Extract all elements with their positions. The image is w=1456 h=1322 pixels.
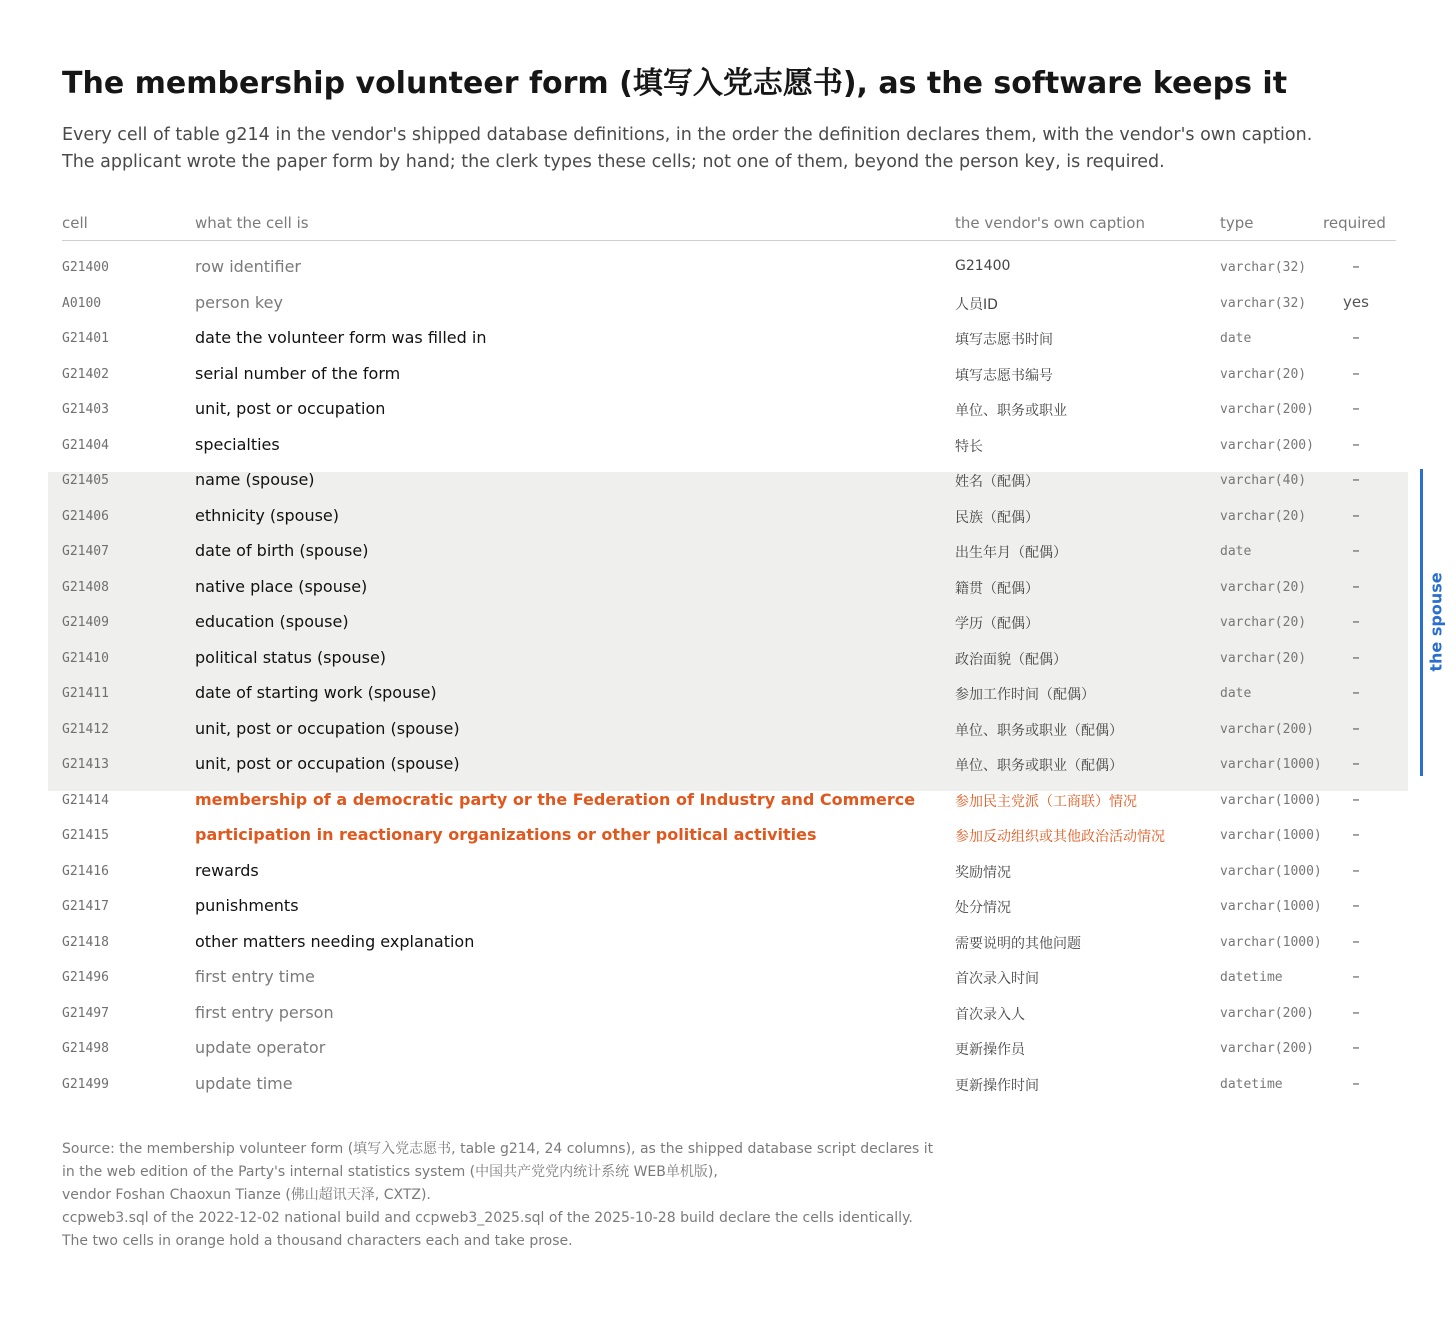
cell-id: G21402	[62, 366, 109, 382]
cell-required: –	[1352, 612, 1360, 630]
cell-required: –	[1352, 825, 1360, 843]
header-cell: cell	[62, 214, 88, 232]
cell-id: G21415	[62, 828, 109, 843]
cell-type: date	[1220, 686, 1252, 701]
cell-type: varchar(1000)	[1220, 899, 1322, 914]
cell-caption: 参加民主党派（工商联）情况	[955, 793, 1137, 810]
cell-type: varchar(200)	[1220, 402, 1314, 417]
table-row	[62, 960, 1396, 996]
table-header	[62, 208, 1396, 241]
page-title: The membership volunteer form (填写入党志愿书), as the software keeps it	[62, 66, 1288, 101]
cell-required: –	[1352, 967, 1360, 985]
cell-caption: 特长	[955, 438, 983, 455]
table-row	[62, 499, 1396, 535]
cell-id: G21400	[62, 260, 109, 275]
cell-description: name (spouse)	[195, 470, 315, 489]
cell-required: –	[1352, 399, 1360, 417]
cell-description: date of starting work (spouse)	[195, 683, 437, 702]
cell-id: A0100	[62, 295, 102, 311]
cell-caption: 更新操作员	[955, 1042, 1025, 1058]
cell-description: participation in reactionary organizations or other political activities	[195, 825, 817, 844]
cell-description: education (spouse)	[195, 612, 349, 631]
cell-description: serial number of the form	[195, 363, 401, 383]
cells-table	[62, 208, 1396, 1102]
cell-description: first entry person	[195, 1002, 334, 1022]
cell-required: –	[1352, 789, 1360, 808]
table-row	[62, 641, 1396, 677]
cell-description: rewards	[195, 860, 259, 880]
table-row	[62, 1067, 1396, 1103]
cell-type: varchar(200)	[1220, 437, 1314, 453]
cell-caption: 填写志愿书编号	[955, 367, 1053, 384]
spouse-bracket-label: the spouse	[1426, 572, 1446, 672]
cell-description: unit, post or occupation	[195, 399, 386, 418]
cell-description: first entry time	[195, 967, 315, 986]
cell-type: varchar(20)	[1220, 366, 1307, 382]
cell-caption: 参加工作时间（配偶）	[955, 687, 1095, 703]
cell-description: punishments	[195, 896, 299, 915]
cell-caption: G21400	[955, 258, 1011, 274]
table-row	[62, 854, 1396, 890]
cell-id: G21407	[62, 544, 109, 559]
cell-type: varchar(20)	[1220, 650, 1307, 666]
header-caption: the vendor's own caption	[955, 214, 1145, 232]
page-subtitle	[62, 122, 1312, 176]
cell-description: specialties	[195, 434, 280, 454]
table-row	[62, 889, 1396, 925]
table-row	[62, 357, 1396, 393]
source-note	[62, 1138, 933, 1253]
cell-type: date	[1220, 544, 1252, 559]
cell-required: –	[1352, 257, 1360, 275]
header-description: what the cell is	[195, 214, 309, 232]
cell-type: varchar(32)	[1220, 295, 1307, 311]
cell-required: –	[1352, 718, 1360, 737]
cell-description: political status (spouse)	[195, 647, 387, 667]
cell-id: G21497	[62, 1005, 109, 1021]
cell-caption: 人员ID	[955, 296, 998, 313]
cell-id: G21498	[62, 1041, 109, 1056]
cell-required: yes	[1343, 292, 1369, 311]
cell-description: date of birth (spouse)	[195, 541, 369, 560]
table-row	[62, 783, 1396, 819]
cell-caption: 姓名（配偶）	[955, 474, 1039, 490]
table-row	[62, 996, 1396, 1032]
table-row	[62, 428, 1396, 464]
cell-required: –	[1352, 683, 1360, 701]
cell-caption: 处分情况	[955, 900, 1011, 916]
cell-required: –	[1352, 541, 1360, 559]
cell-type: varchar(1000)	[1220, 828, 1322, 843]
cell-id: G21401	[62, 331, 109, 346]
cell-type: varchar(40)	[1220, 473, 1307, 488]
table-row	[62, 605, 1396, 641]
table-row	[62, 250, 1396, 286]
subtitle-line: The applicant wrote the paper form by hand; the clerk types these cells; not one of them, beyond the person key, is required.	[62, 152, 1165, 172]
cell-required: –	[1352, 896, 1360, 914]
cell-caption: 首次录入人	[955, 1006, 1025, 1023]
cell-id: G21416	[62, 863, 109, 879]
table-row	[62, 321, 1396, 357]
header-required: required	[1323, 214, 1386, 232]
cell-type: varchar(20)	[1220, 579, 1307, 595]
table-body	[62, 250, 1396, 1102]
cell-required: –	[1352, 1038, 1360, 1056]
cell-caption: 单位、职务或职业（配偶）	[955, 758, 1123, 774]
cell-id: G21410	[62, 650, 109, 666]
cell-type: varchar(1000)	[1220, 863, 1322, 879]
cell-id: G21409	[62, 615, 109, 630]
cell-type: varchar(1000)	[1220, 934, 1322, 950]
cell-type: varchar(200)	[1220, 1005, 1314, 1021]
cell-id: G21406	[62, 508, 109, 524]
table-row	[62, 676, 1396, 712]
table-row	[62, 392, 1396, 428]
cell-id: G21412	[62, 721, 109, 737]
cell-caption: 出生年月（配偶）	[955, 545, 1067, 561]
cell-type: datetime	[1220, 970, 1283, 985]
source-line: The two cells in orange hold a thousand characters each and take prose.	[62, 1233, 573, 1249]
cell-description: update time	[195, 1073, 293, 1093]
table-row	[62, 925, 1396, 961]
cell-id: G21403	[62, 402, 109, 417]
cell-id: G21408	[62, 579, 109, 595]
table-row	[62, 712, 1396, 748]
cell-required: –	[1352, 363, 1360, 382]
cell-id: G21417	[62, 899, 109, 914]
cell-type: date	[1220, 331, 1252, 346]
cell-type: varchar(32)	[1220, 260, 1307, 275]
cell-type: varchar(1000)	[1220, 792, 1322, 808]
cell-required: –	[1352, 647, 1360, 666]
cell-required: –	[1352, 860, 1360, 879]
cell-type: varchar(20)	[1220, 508, 1307, 524]
table-row	[62, 570, 1396, 606]
cell-caption: 首次录入时间	[955, 971, 1039, 987]
source-line: in the web edition of the Party's internal statistics system (中国共产党党内统计系统 WEB单机版),	[62, 1164, 718, 1180]
cell-caption: 政治面貌（配偶）	[955, 651, 1067, 668]
cell-type: varchar(200)	[1220, 1041, 1314, 1056]
source-line: ccpweb3.sql of the 2022-12-02 national build and ccpweb3_2025.sql of the 2025-10-28 build declare the cells identically.	[62, 1210, 913, 1226]
cell-id: G21411	[62, 686, 109, 701]
cell-description: unit, post or occupation (spouse)	[195, 754, 460, 773]
source-line: vendor Foshan Chaoxun Tianze (佛山超讯天泽, CXTZ).	[62, 1187, 431, 1203]
cell-caption: 需要说明的其他问题	[955, 935, 1081, 952]
cell-id: G21413	[62, 757, 109, 772]
cell-type: varchar(1000)	[1220, 757, 1322, 772]
cell-id: G21404	[62, 437, 109, 453]
cell-required: –	[1352, 754, 1360, 772]
cell-description: row identifier	[195, 257, 301, 276]
cell-caption: 单位、职务或职业	[955, 403, 1067, 419]
cell-caption: 更新操作时间	[955, 1077, 1039, 1094]
table-row	[62, 747, 1396, 783]
cell-caption: 单位、职务或职业（配偶）	[955, 722, 1123, 739]
cell-id: G21418	[62, 934, 109, 950]
cell-description: update operator	[195, 1038, 326, 1057]
cell-caption: 学历（配偶）	[955, 616, 1039, 632]
cell-description: person key	[195, 292, 283, 312]
cell-required: –	[1352, 576, 1360, 595]
cell-description: unit, post or occupation (spouse)	[195, 718, 460, 738]
cell-required: –	[1352, 1002, 1360, 1021]
cell-type: varchar(20)	[1220, 615, 1307, 630]
cell-type: datetime	[1220, 1076, 1283, 1092]
cell-description: membership of a democratic party or the Federation of Industry and Commerce	[195, 789, 916, 809]
cell-caption: 奖励情况	[955, 864, 1011, 881]
table-row	[62, 534, 1396, 570]
header-type: type	[1220, 214, 1254, 232]
cell-description: date the volunteer form was filled in	[195, 328, 487, 347]
cell-caption: 籍贯（配偶）	[955, 580, 1039, 597]
cell-description: ethnicity (spouse)	[195, 505, 339, 525]
cell-required: –	[1352, 328, 1360, 346]
cell-caption: 参加反动组织或其他政治活动情况	[955, 829, 1165, 845]
cell-description: native place (spouse)	[195, 576, 368, 596]
cell-required: –	[1352, 1073, 1360, 1092]
cell-required: –	[1352, 931, 1360, 950]
table-row	[62, 286, 1396, 322]
cell-required: –	[1352, 470, 1360, 488]
cell-caption: 民族（配偶）	[955, 509, 1039, 526]
table-row	[62, 463, 1396, 499]
cell-caption: 填写志愿书时间	[955, 332, 1053, 348]
cell-type: varchar(200)	[1220, 721, 1314, 737]
source-line: Source: the membership volunteer form (填写入党志愿书, table g214, 24 columns), as the shipped database script declares it	[62, 1141, 934, 1157]
cell-id: G21405	[62, 473, 109, 488]
table-row	[62, 1031, 1396, 1067]
cell-required: –	[1352, 505, 1360, 524]
cell-id: G21499	[62, 1076, 109, 1092]
cell-id: G21414	[62, 792, 109, 808]
cell-id: G21496	[62, 970, 109, 985]
table-row	[62, 818, 1396, 854]
cell-description: other matters needing explanation	[195, 931, 475, 951]
spouse-bracket	[1420, 469, 1423, 776]
subtitle-line: Every cell of table g214 in the vendor's shipped database definitions, in the order the definition declares them, with the vendor's own caption.	[62, 125, 1313, 145]
cell-required: –	[1352, 434, 1360, 453]
